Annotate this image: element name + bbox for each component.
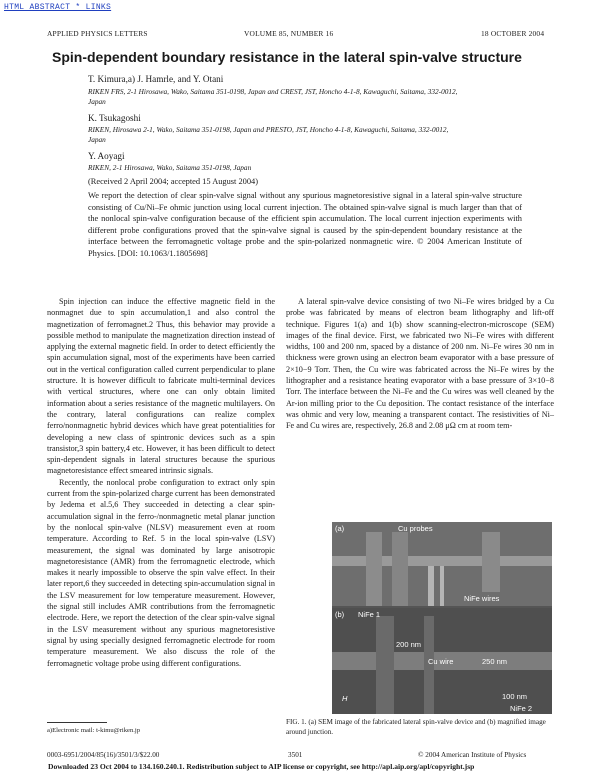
volume-number: VOLUME 85, NUMBER 16: [244, 29, 334, 38]
figure-1-sem-image: [332, 522, 552, 714]
paper-title: Spin-dependent boundary resistance in the lateral spin-valve structure: [52, 49, 522, 65]
nife-wire: [428, 566, 434, 606]
affiliation-1: RIKEN FRS, 2-1 Hirosawa, Wako, Saitama 351-0198, Japan and CREST, JST, Honcho 4-1-8, Kawaguchi, Saitama, 332-0012, Japan: [88, 87, 458, 106]
panel-a-label: (a): [335, 524, 345, 533]
author-group-3: Y. Aoyagi: [88, 151, 125, 161]
cu-wire-label: Cu wire: [428, 657, 454, 666]
page-number: 3501: [288, 751, 303, 759]
nife-wire: [440, 566, 444, 606]
nife1-wire: [376, 616, 394, 714]
right-column: [286, 296, 554, 432]
body-paragraph: A lateral spin-valve device consisting of two Ni–Fe wires bridged by a Cu probe was fabricated by means of electron beam lithography and lift-off technique. Figures 1(a) and 1(b) show scanning-electron-microscope (SEM) images of the final device. First, we fabricated two Ni–Fe wires with different widths, 100 and 200 nm, spaced by a distance of 200 nm. Ni–Fe wires 30 nm in thickness were grown using an electron beam evaporator with a base pressure of 2×10−9 Torr. Then, the Cu wire was fabricated across the Ni–Fe wires by the lithographer and a resistance heating evaporator with a base pressure of 3×10−8 Torr. The interface between the Ni–Fe and the Cu wires was well cleaned by the Ar-ion milling prior to the Cu deposition. The contact resistance of the interface was ohmic and very low, meaning a transparent contact. The resistivities of Ni–Fe and Cu wires are, respectively, 26.8 and 2.08 μΩ cm at room tem-: [286, 297, 554, 431]
copyright: © 2004 American Institute of Physics: [418, 751, 527, 759]
author-group-1: T. Kimura,a) J. Hamrle, and Y. Otani: [88, 74, 224, 84]
received-dates: (Received 2 April 2004; accepted 15 August 2004): [88, 177, 259, 186]
cu-probes-label: Cu probes: [398, 524, 433, 533]
footnote-rule: [47, 722, 107, 723]
footnote: a)Electronic mail: t-kimu@riken.jp: [47, 727, 141, 734]
nife-wires-label: NiFe wires: [464, 594, 500, 603]
nife2-label: NiFe 2: [510, 704, 533, 713]
probe-pad: [392, 532, 408, 606]
distance-200nm: 200 nm: [396, 640, 422, 649]
figure-caption: FIG. 1. (a) SEM image of the fabricated lateral spin-valve device and (b) magnified image around junction.: [286, 718, 546, 736]
width-250nm: 250 nm: [482, 657, 508, 666]
affiliation-2: RIKEN, Hirosawa 2-1, Wako, Saitama 351-0198, Japan and PRESTO, JST, Honcho 4-1-8, Kawaguchi, Saitama, 332-0012, Japan: [88, 125, 449, 144]
left-column: [47, 296, 275, 669]
issue-date: 18 OCTOBER 2004: [481, 29, 545, 38]
figure-panel-b: [332, 608, 552, 714]
abstract-links-bar[interactable]: HTML ABSTRACT * LINKS: [4, 3, 112, 12]
download-notice[interactable]: Downloaded 23 Oct 2004 to 134.160.240.1. Redistribution subject to AIP license or copyright, see http://apl.aip.org/apl/copyright.jsp: [48, 762, 475, 771]
cu-wire-strip: [332, 556, 552, 566]
author-group-2: K. Tsukagoshi: [88, 113, 141, 123]
field-direction-label: H: [342, 694, 348, 703]
figure-panel-a: [332, 522, 552, 606]
nife1-label: NiFe 1: [358, 610, 381, 619]
probe-pad: [366, 532, 382, 606]
body-paragraph: Spin injection can induce the effective magnetic field in the nonmagnet due to spin accumulation,1 and also control the magnetization of ferromagnet.2 Thus, this behavior may provide a possible method to manipulate the magnetization direction instead of applying the external magnetic field. In order to detect efficiently the spin accumulation signal, most of the experiments have been carried out in the vertical configuration called current perpendicular to plane structure. It is however difficult to fabricate multi-terminal devices with vertical structures, where one can only obtain limited information about a series resistance of the magnetic multilayers. On the contrary, lateral configurations can realize complex ferro/nonmagnetic hybrid devices which have great potentialities for developing a new class of spintronic devices such as a spin transistor,3 spin battery,4 etc. However, it has been difficult to detect spin-dependent signals in lateral structures because the spurious magnetoresistance effect smeared intrinsic signals.: [47, 297, 275, 476]
affiliation-3: RIKEN, 2-1 Hirosawa, Wako, Saitama 351-0198, Japan: [88, 163, 252, 172]
abstract-text: We report the detection of clear spin-valve signal without any spurious magnetoresistive signal in a lateral spin-valve structure consisting of Cu/Ni–Fe ohmic junction using local current injection. The obtained spin-valve signal is much larger than that of the nonlocal spin-valve configuration because of the efficient spin accumulation. The local current injection experiments with different probe configurations proved that the spin-valve signal is caused by the spin-dependent boundary resistance at the interface between the ferromagnetic voltage probe and the spin-polarized nonmagnetic wire. © 2004 American Institute of Physics. [DOI: 10.1063/1.1805698]: [88, 191, 522, 258]
journal-name: APPLIED PHYSICS LETTERS: [47, 29, 148, 38]
panel-b-label: (b): [335, 610, 345, 619]
probe-pad: [482, 532, 500, 592]
body-paragraph: Recently, the nonlocal probe configuration to extract only spin current from the spin-polarized charge current has been demonstrated by Jedema et al.5,6 They succeeded in detecting a clear spin-accumulation signal in the ferro-/nonmagnetic metal planar junction by the nonlocal spin-valve (NLSV) measurement even at room temperature. According to Ref. 5 in the local spin-valve (LSV) measurement, the signal was dominated by large anisotropic magnetoresistance (AMR) from the ferromagnetic electrode, which makes it nearly impossible to observe the spin valve effect. In their later report,6 they succeeded in detecting spin-accumulation signal in the LSV measurement for low temperature measurement. However, the signal still includes AMR contributions from the ferromagnetic electrode. Here, we report the detection of the clear spin-valve signal in the LSV measurement without any spurious magnetoresistive signal by using specially designed ferromagnetic electrode for room temperature measurement. We also discuss the role of the ferromagnetic voltage probe using different configurations.: [47, 477, 275, 668]
issn-line: 0003-6951/2004/85(16)/3501/3/$22.00: [47, 751, 160, 759]
width-100nm: 100 nm: [502, 692, 528, 701]
